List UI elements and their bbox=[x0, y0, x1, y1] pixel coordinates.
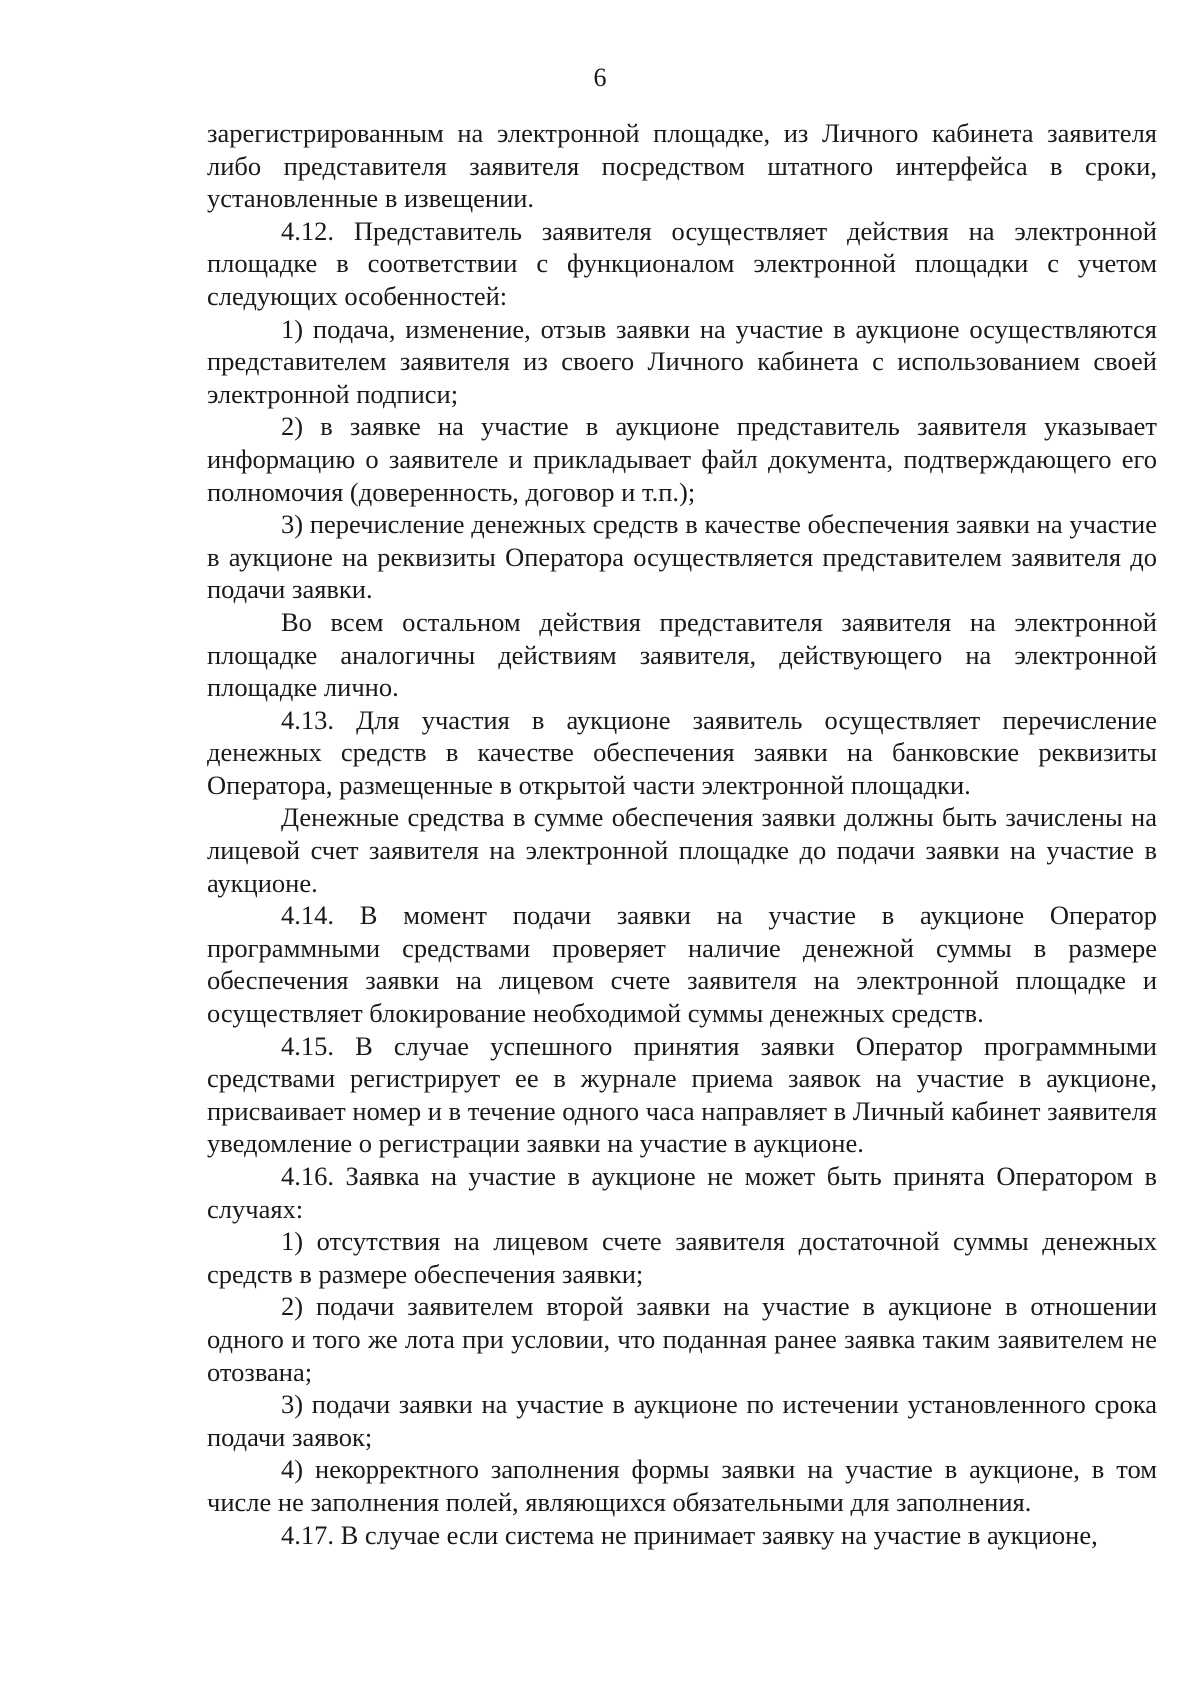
list-item-4-16-1: 1) отсутствия на лицевом счете заявителя достаточной суммы денежных средств в размере обеспечения заявки; bbox=[207, 1226, 1157, 1289]
list-item-4-12-2: 2) в заявке на участие в аукционе представитель заявителя указывает информацию о заявителе и прикладывает файл документа, подтверждающего его полномочия (доверенность, договор и т.п.); bbox=[207, 411, 1157, 507]
paragraph-4-15: 4.15. В случае успешного принятия заявки Оператор программными средствами регистрирует ее в журнале приема заявок на участие в аукционе, присваивает номер и в течение одного часа направляет в Личный кабинет заявителя уведомление о регистрации заявки на участие в аукционе. bbox=[207, 1030, 1157, 1159]
paragraph-4-17: 4.17. В случае если система не принимает заявку на участие в аукционе, bbox=[281, 1519, 1098, 1550]
list-item-4-16-2: 2) подачи заявителем второй заявки на участие в аукционе в отношении одного и того же лота при условии, что поданная ранее заявка таким заявителем не отозвана; bbox=[207, 1291, 1157, 1387]
page-number: 6 bbox=[593, 63, 607, 92]
list-item-4-12-1: 1) подача, изменение, отзыв заявки на участие в аукционе осуществляются представителем заявителя из своего Личного кабинета с использованием своей электронной подписи; bbox=[207, 313, 1157, 409]
paragraph-continuation: зарегистрированным на электронной площадке, из Личного кабинета заявителя либо представителя заявителя посредством штатного интерфейса в сроки, установленные в извещении. bbox=[207, 118, 1157, 214]
paragraph-4-12: 4.12. Представитель заявителя осуществляет действия на электронной площадке в соответствии с функционалом электронной площадки с учетом следующих особенностей: bbox=[207, 215, 1157, 311]
list-item-4-16-3: 3) подачи заявки на участие в аукционе по истечении установленного срока подачи заявок; bbox=[207, 1389, 1157, 1452]
document-body bbox=[207, 117, 1157, 1551]
paragraph-4-13: 4.13. Для участия в аукционе заявитель осуществляет перечисление денежных средств в качестве обеспечения заявки на банковские реквизиты Оператора, размещенные в открытой части электронной площадки. bbox=[207, 704, 1157, 800]
paragraph-funds-credit: Денежные средства в сумме обеспечения заявки должны быть зачислены на лицевой счет заявителя на электронной площадке до подачи заявки на участие в аукционе. bbox=[207, 802, 1157, 898]
list-item-4-12-3: 3) перечисление денежных средств в качестве обеспечения заявки на участие в аукционе на реквизиты Оператора осуществляется представителем заявителя до подачи заявки. bbox=[207, 509, 1157, 605]
paragraph-4-16: 4.16. Заявка на участие в аукционе не может быть принята Оператором в случаях: bbox=[207, 1161, 1157, 1224]
list-item-4-16-4: 4) некорректного заполнения формы заявки на участие в аукционе, в том числе не заполнения полей, являющихся обязательными для заполнения. bbox=[207, 1454, 1157, 1517]
paragraph-4-14: 4.14. В момент подачи заявки на участие в аукционе Оператор программными средствами проверяет наличие денежной суммы в размере обеспечения заявки на лицевом счете заявителя на электронной площадке и осуществляет блокирование необходимой суммы денежных средств. bbox=[207, 900, 1157, 1029]
paragraph-other-actions: Во всем остальном действия представителя заявителя на электронной площадке аналогичны действиям заявителя, действующего на электронной площадке лично. bbox=[207, 606, 1157, 703]
